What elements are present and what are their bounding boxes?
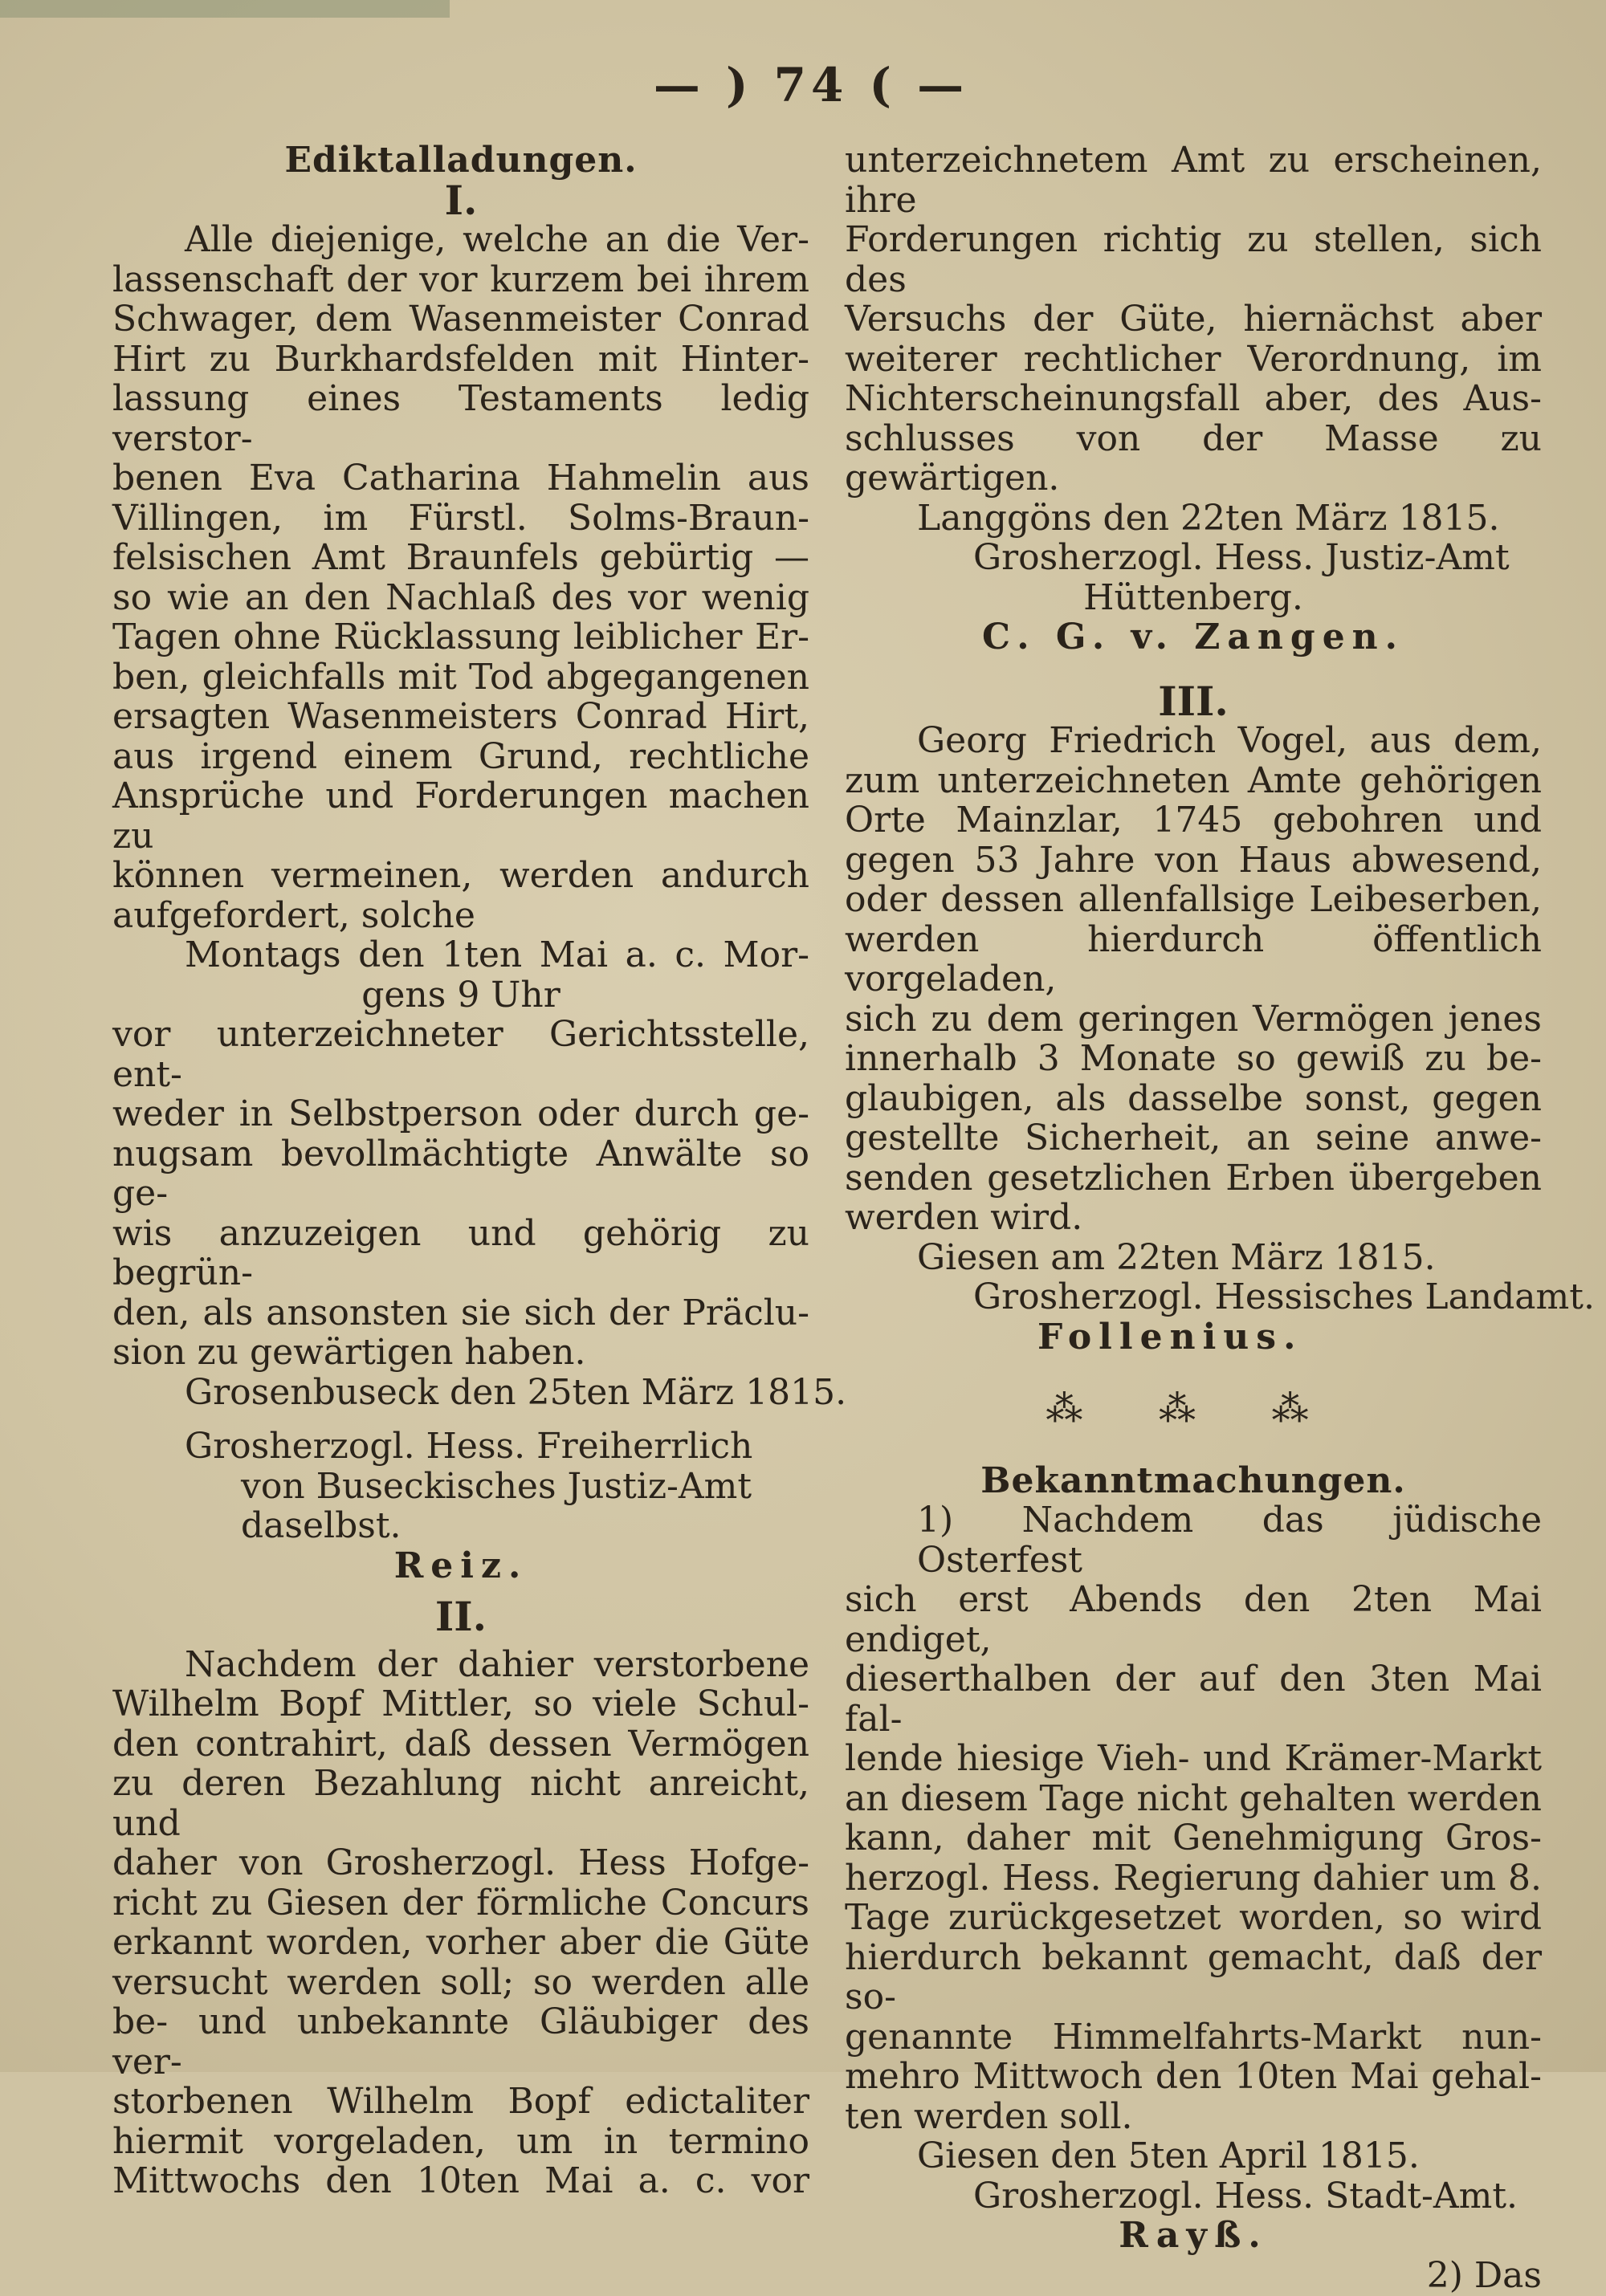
notice-2-body: [112, 1645, 809, 2201]
text-line: wis anzuzeigen und gehörig zu begrün-: [112, 1212, 809, 1293]
text-line: Tagen ohne Rücklassung leiblicher Er-: [112, 617, 809, 657]
text-line: hiermit vorgeladen, um in termino: [112, 2120, 809, 2162]
text-line: Schwager, dem Wasenmeister Conrad: [112, 299, 809, 340]
notice-1-body: [112, 219, 847, 1586]
text-line: glaubigen, als dasselbe sonst, gegen: [845, 1077, 1542, 1119]
section-number-3: III.: [1158, 677, 1229, 725]
text-line: weder in Selbstperson oder durch ge-: [112, 1093, 809, 1134]
text-line: ten werden soll.: [845, 2095, 1133, 2137]
text-line: kann, daher mit Genehmigung Gros-: [845, 1818, 1542, 1858]
text-line: aufgefordert, solche: [112, 894, 475, 936]
text-line: daher von Grosherzogl. Hess Hofge-: [112, 1842, 809, 1883]
text-line: Alle diejenige, welche an die Ver-: [185, 219, 809, 260]
text-line: Nichterscheinungsfall aber, des Aus-: [845, 378, 1542, 419]
section-heading-announcements: Bekanntmachungen.: [980, 1459, 1406, 1501]
notice-place-date: Giesen den 5ten April 1815.: [917, 2135, 1420, 2176]
authority-line: von Buseckisches Justiz-Amt: [241, 1465, 752, 1507]
text-line: sich erst Abends den 2ten Mai endiget,: [845, 1579, 1542, 1660]
authority-line: Grosherzogl. Hess. Justiz-Amt: [973, 537, 1510, 578]
notice-place-date: Giesen am 22ten März 1815.: [917, 1236, 1436, 1278]
text-line: storbenen Wilhelm Bopf edictaliter: [112, 2081, 809, 2122]
text-line: lassenschaft der vor kurzem bei ihrem: [112, 259, 809, 300]
text-line: können vermeinen, werden andurch: [112, 855, 809, 896]
text-line: lassung eines Testaments ledig verstor-: [112, 378, 809, 459]
signature: Reiz.: [393, 1545, 528, 1586]
text-line: Mittwochs den 10ten Mai a. c. vor: [112, 2160, 809, 2201]
text-line: werden hierdurch öffentlich vorgeladen,: [845, 918, 1542, 999]
text-line: Nachdem der dahier verstorbene: [185, 1643, 809, 1685]
text-line: aus irgend einem Grund, rechtliche: [112, 735, 809, 777]
text-line: lende hiesige Vieh- und Krämer-Markt: [845, 1738, 1542, 1779]
text-line: weiterer rechtlicher Verordnung, im: [845, 338, 1542, 380]
text-line: Versuchs der Güte, hiernächst aber: [845, 299, 1542, 340]
text-line: Forderungen richtig zu stellen, sich des: [845, 219, 1542, 300]
text-line: gegen 53 Jahre von Haus abwesend,: [845, 839, 1542, 881]
text-line: Wilhelm Bopf Mittler, so viele Schul-: [112, 1683, 809, 1724]
text-line: Ansprüche und Forderungen machen zu: [112, 776, 809, 857]
text-line: hierdurch bekannt gemacht, daß der so-: [845, 1936, 1542, 2017]
authority-line: Grosherzogl. Hess. Stadt-Amt.: [973, 2175, 1518, 2217]
text-line: dieserthalben der auf den 3ten Mai fal-: [845, 1659, 1542, 1740]
text-line: schlusses von der Masse zu gewärtigen.: [845, 417, 1542, 499]
text-line: nugsam bevollmächtigte Anwälte so ge-: [112, 1133, 809, 1214]
text-line: felsischen Amt Braunfels gebürtig —: [112, 537, 809, 578]
text-line: innerhalb 3 Monate so gewiß zu be-: [845, 1038, 1542, 1079]
text-line: den contrahirt, daß dessen Vermögen: [112, 1723, 809, 1765]
authority-line: Hüttenberg.: [1083, 576, 1303, 618]
signature: C. G. v. Zangen.: [982, 617, 1404, 657]
text-line: benen Eva Catharina Hahmelin aus: [112, 458, 809, 499]
text-line: oder dessen allenfallsige Leibeserben,: [845, 879, 1542, 920]
text-line: be- und unbekannte Gläubiger des ver-: [112, 2001, 809, 2082]
section-heading-edicts: Ediktalladungen.: [284, 140, 638, 181]
text-line: Georg Friedrich Vogel, aus dem,: [917, 720, 1542, 761]
authority-line: daselbst.: [241, 1505, 402, 1546]
text-line: 1) Nachdem das jüdische Osterfest: [917, 1500, 1542, 1581]
left-column: [112, 140, 847, 2201]
text-line: vor unterzeichneter Gerichtsstelle, ent-: [112, 1014, 809, 1095]
text-line: sion zu gewärtigen haben.: [112, 1332, 586, 1373]
text-line: ersagten Wasenmeisters Conrad Hirt,: [112, 696, 809, 737]
text-line: Orte Mainzlar, 1745 gebohren und: [845, 800, 1542, 841]
appointment-date: Montags den 1ten Mai a. c. Mor-: [185, 934, 809, 975]
text-line: an diesem Tage nicht gehalten werden: [845, 1777, 1542, 1819]
text-line: ben, gleichfalls mit Tod abgegangenen: [112, 656, 809, 698]
text-line: Hirt zu Burkhardsfelden mit Hinter-: [112, 338, 809, 380]
section-number-2: II.: [434, 1593, 487, 1640]
text-line: unterzeichnetem Amt zu erscheinen, ihre: [845, 140, 1542, 221]
text-line: werden wird.: [845, 1197, 1083, 1238]
authority-line: Grosherzogl. Hess. Freiherrlich: [185, 1426, 753, 1467]
right-column: [845, 140, 1595, 2296]
catchword: 2) Das: [1426, 2254, 1542, 2296]
text-line: erkannt worden, vorher aber die Güte: [112, 1922, 809, 1963]
signature: Follenius.: [1037, 1316, 1303, 1358]
text-line: versucht werden soll; so werden alle: [112, 1961, 809, 2003]
notice-place-date: Langgöns den 22ten März 1815.: [917, 497, 1500, 539]
text-line: herzogl. Hess. Regierung dahier um 8.: [845, 1857, 1542, 1899]
authority-line: Grosherzogl. Hessisches Landamt.: [973, 1276, 1595, 1317]
page-edge-strip: [0, 0, 450, 18]
section-divider-ornament: ⁂ ⁂ ⁂: [1046, 1386, 1341, 1430]
text-line: den, als ansonsten sie sich der Präclu-: [112, 1292, 809, 1333]
text-line: genannte Himmelfahrts-Markt nun-: [845, 2016, 1542, 2058]
appointment-time: gens 9 Uhr: [361, 974, 560, 1016]
signature: Rayß.: [1119, 2215, 1268, 2256]
text-line: Villingen, im Fürstl. Solms-Braun-: [112, 497, 809, 539]
announcement-1-body: [845, 1500, 1542, 2295]
text-line: richt zu Giesen der förmliche Concurs: [112, 1882, 809, 1924]
text-line: gestellte Sicherheit, an seine anwe-: [845, 1117, 1542, 1158]
text-line: sich zu dem geringen Vermögen jenes: [845, 998, 1542, 1040]
text-line: zum unterzeichneten Amte gehörigen: [845, 759, 1542, 801]
text-line: so wie an den Nachlaß des vor wenig: [112, 576, 809, 618]
text-line: zu deren Bezahlung nicht anreicht, und: [112, 1763, 809, 1844]
notice-place-date: Grosenbuseck den 25ten März 1815.: [185, 1371, 847, 1413]
section-number-1: I.: [444, 176, 478, 224]
notice-3-body: [845, 720, 1595, 1358]
notice-2-continued: [845, 140, 1542, 657]
text-line: Tage zurückgesetzet worden, so wird: [845, 1897, 1542, 1938]
text-line: mehro Mittwoch den 10ten Mai gehal-: [845, 2056, 1542, 2097]
text-line: senden gesetzlichen Erben übergeben: [845, 1157, 1542, 1199]
page-number: — ) 74 ( —: [653, 58, 969, 112]
